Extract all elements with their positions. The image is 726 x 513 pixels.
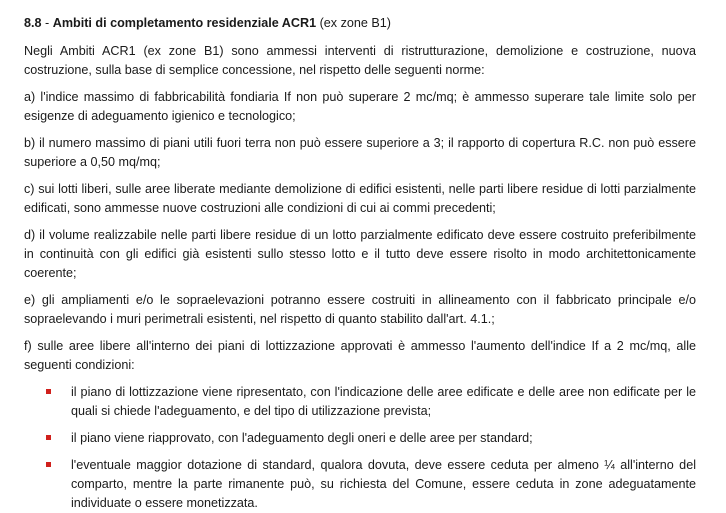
square-bullet-icon bbox=[46, 435, 51, 440]
list-item-text: il piano di lottizzazione viene ripresentato, con l'indicazione delle aree edificate e delle aree non edificate per le quali si chiede l'adeguamento, e del tipo di utilizzazione prevista; bbox=[71, 385, 696, 418]
list-item bbox=[46, 383, 696, 421]
list-item-text: l'eventuale maggior dotazione di standard, qualora dovuta, deve essere ceduta per almeno ¼ all'interno del comparto, mentre la parte rimanente può, su richiesta del Comune, essere ceduta in zone adeguatamente individuate o essere monetizzata. bbox=[71, 458, 696, 510]
square-bullet-icon bbox=[46, 389, 51, 394]
section-subtitle: (ex zone B1) bbox=[316, 16, 391, 30]
rule-c: c) sui lotti liberi, sulle aree liberate mediante demolizione di edifici esistenti, nelle parti libere residue di lotti parzialmente edificati, sono ammesse nuove costruzioni alle condizioni di cui ai commi precedenti; bbox=[24, 182, 696, 215]
list-item bbox=[46, 429, 696, 448]
rule-b: b) il numero massimo di piani utili fuori terra non può essere superiore a 3; il rapporto di copertura R.C. non può essere superiore a 0,50 mq/mq; bbox=[24, 136, 696, 169]
rule-e: e) gli ampliamenti e/o le sopraelevazioni potranno essere costruiti in allineamento con il fabbricato principale e/o sopraelevando i muri perimetrali esistenti, nel rispetto di quanto stabilito dall'art. 4.1.; bbox=[24, 293, 696, 326]
rule-d: d) il volume realizzabile nelle parti libere residue di un lotto parzialmente edificato deve essere costruito preferibilmente in continuità con gli edifici già esistenti sullo stesso lotto e il tutto deve essere risolto in modo architettonicamente coerente; bbox=[24, 228, 696, 280]
list-item bbox=[46, 456, 696, 513]
list-item-text: il piano viene riapprovato, con l'adeguamento degli oneri e delle aree per standard; bbox=[71, 431, 533, 445]
intro-paragraph: Negli Ambiti ACR1 (ex zone B1) sono ammessi interventi di ristrutturazione, demolizione e costruzione, nuova costruzione, sulla base di semplice concessione, nel rispetto delle seguenti norme: bbox=[24, 44, 696, 77]
rule-a: a) l'indice massimo di fabbricabilità fondiaria If non può superare 2 mc/mq; è ammesso superare tale limite solo per esigenze di adeguamento igienico e tecnologico; bbox=[24, 90, 696, 123]
section-title: Ambiti di completamento residenziale ACR1 bbox=[52, 16, 317, 30]
section-number: 8.8 bbox=[24, 16, 42, 30]
conditions-list bbox=[24, 383, 696, 513]
section-heading bbox=[24, 14, 696, 33]
rule-f: f) sulle aree libere all'interno dei piani di lottizzazione approvati è ammesso l'aumento dell'indice If a 2 mc/mq, alle seguenti condizioni: bbox=[24, 339, 696, 372]
section-separator: - bbox=[41, 16, 53, 30]
square-bullet-icon bbox=[46, 462, 51, 467]
